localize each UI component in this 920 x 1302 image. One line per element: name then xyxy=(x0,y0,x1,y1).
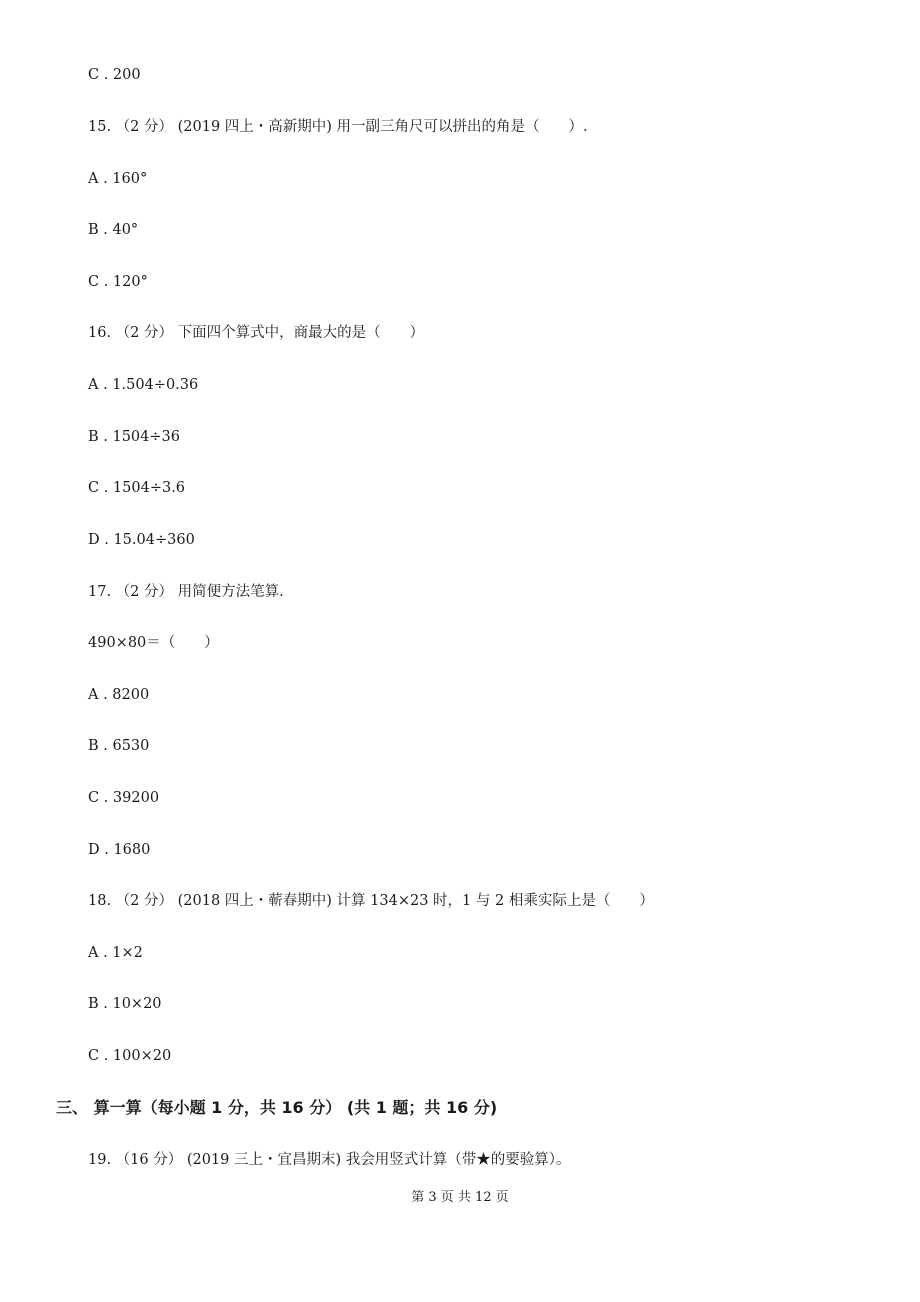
option-line: A . 160° xyxy=(88,171,148,187)
option-line: A . 1×2 xyxy=(88,945,143,961)
option-line: B . 40° xyxy=(88,222,139,238)
option-line: D . 1680 xyxy=(88,842,151,858)
option-line: C . 1504÷3.6 xyxy=(88,480,186,496)
question-18: 18. （2 分） (2018 四上・蕲春期中) 计算 134×23 时，1 与 2 相乘实际上是（ ） xyxy=(88,893,654,909)
option-line: B . 10×20 xyxy=(88,996,162,1012)
question-17-expression: 490×80＝（ ） xyxy=(88,635,219,651)
option-line: C . 200 xyxy=(88,67,141,83)
question-19: 19. （16 分） (2019 三上・宜昌期末) 我会用竖式计算（带★的要验算）。 xyxy=(88,1152,571,1168)
question-15: 15. （2 分） (2019 四上・高新期中) 用一副三角尺可以拼出的角是（ ）. xyxy=(88,119,588,135)
option-line: C . 120° xyxy=(88,274,148,290)
option-line: B . 6530 xyxy=(88,738,150,754)
option-line: B . 1504÷36 xyxy=(88,429,180,445)
option-line: A . 1.504÷0.36 xyxy=(88,377,199,393)
option-line: C . 39200 xyxy=(88,790,160,806)
question-16: 16. （2 分） 下面四个算式中，商最大的是（ ） xyxy=(88,325,425,341)
option-line: C . 100×20 xyxy=(88,1048,172,1064)
question-17: 17. （2 分） 用简便方法笔算. xyxy=(88,584,284,600)
section-heading: 三、 算一算（每小题 1 分，共 16 分） (共 1 题；共 16 分) xyxy=(56,1098,498,1117)
option-line: D . 15.04÷360 xyxy=(88,532,195,548)
option-line: A . 8200 xyxy=(88,687,150,703)
page-footer: 第 3 页 共 12 页 xyxy=(411,1190,509,1205)
